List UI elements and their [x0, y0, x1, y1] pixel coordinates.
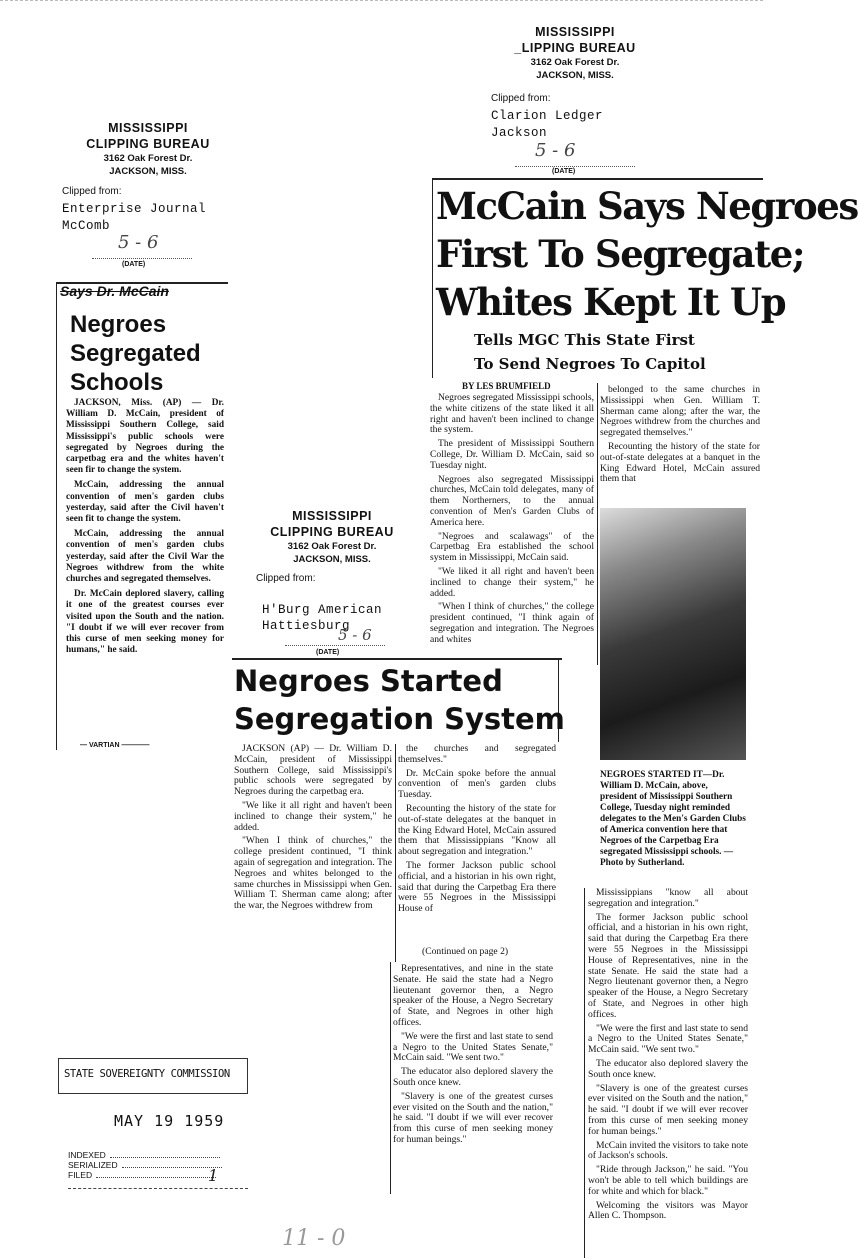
article-footer: — VARTIAN ———— — [80, 742, 150, 749]
continued-notice: (Continued on page 2) — [422, 946, 509, 957]
column-rule — [390, 962, 391, 1194]
clipping-top-rule — [432, 178, 763, 180]
article-column-1 — [430, 393, 594, 663]
paragraph: Welcoming the visitors was Mayor Allen C. Thompson. — [588, 1199, 748, 1222]
bureau-address: 3162 Oak Forest Dr. — [103, 153, 193, 164]
handwritten-date: 5 - 6 — [535, 140, 576, 161]
headline-line: First To Segregate; — [436, 232, 805, 276]
paragraph: The former Jackson public school official, and a historian in his own right, said that during the Carpetbag Era there were 55 Negroes in the Mississippi House of Representatives, nine in the state Senate. He said the state had a Negro lieutenant governor then, a Negro speaker of the House, a Negro Secretary of State, and Negroes in other high offices. — [588, 911, 748, 1020]
paragraph: Mississippians "know all about segregation and integration." — [588, 887, 748, 909]
bureau-name-line2: _LIPPING BUREAU — [514, 41, 636, 55]
paragraph: "Ride through Jackson," he said. "You won't be able to tell which buildings are for white and which for black." — [588, 1164, 748, 1197]
date-line — [515, 166, 635, 167]
bureau-stamp-enterprise — [68, 120, 228, 178]
handwritten-date: 5 - 6 — [338, 626, 372, 644]
paragraph: Representatives, and nine in the state Senate. He said the state had a Negro lieutenant governor then, a Negro speaker of the House, a Negro Secretary of State, and Negroes in other high offices. — [393, 963, 553, 1028]
stamp-date: MAY 19 1959 — [114, 1112, 225, 1130]
paragraph: "Slavery is one of the greatest curses ever visited on the South and the nation," he said. "I doubt if we will ever recover from this curse of men seeking money for human beings." — [588, 1082, 748, 1137]
bureau-city: JACKSON, MISS. — [109, 166, 187, 177]
paragraph: McCain, addressing the annual convention of men's garden clubs yesterday, said after the Civil War the Negroes withdrew from the white churches and segregated themselves. — [66, 529, 224, 585]
filed-label: FILED — [68, 1170, 93, 1180]
paragraph: belonged to the same churches in Mississippi when Gen. William T. Sherman came along; after the war, the Negroes withdrew from the churches and segregated themselves." — [600, 384, 760, 439]
paragraph: "Slavery is one of the greatest curses ever visited on the South and the nation," he said. "I doubt if we will ever recover from this curse of men seeking money for human beings." — [393, 1090, 553, 1145]
article-column-2-continued — [393, 964, 553, 1194]
paragraph: Recounting the history of the state for out-of-state delegates at the banquet in the King Edward Hotel, McCain assured them that Mississippians "Know all about segregation and integration." — [398, 802, 556, 858]
subhead-line: Tells MGC This State First — [474, 331, 695, 349]
page-edge-dotted-line — [0, 0, 763, 1]
paragraph: Dr. McCain deplored slavery, calling it one of the greatest courses ever visited upon the South and the nation. "I doubt if we will ever recover from this curse of men seeking money for humans," he said. — [66, 589, 224, 656]
article-headline — [234, 662, 565, 738]
clipping-enterprise-journal — [56, 282, 228, 750]
article-column-3 — [588, 888, 748, 1258]
article-column-1 — [234, 744, 392, 962]
paragraph: the churches and segregated themselves." — [398, 743, 556, 765]
paragraph: Dr. McCain spoke before the annual convention of men's garden clubs Tuesday. — [398, 767, 556, 801]
paragraph: The educator also deplored slavery the South once knew. — [588, 1057, 748, 1080]
bureau-address: 3162 Oak Forest Dr. — [287, 541, 377, 552]
headline-line: Whites Kept It Up — [436, 280, 786, 324]
date-line — [285, 645, 385, 646]
article-headline — [436, 182, 858, 326]
bureau-name-line1: MISSISSIPPI — [535, 25, 615, 39]
paragraph: Negroes also segregated Mississippi churches, McCain told delegates, many of them Northerners, to the annual convention of Men's Garden Clubs of America here. — [430, 473, 594, 528]
subhead-line: To Send Negroes To Capitol — [474, 355, 706, 373]
article-kicker: Says Dr. McCain — [60, 283, 169, 299]
paragraph: "When I think of churches," the college president continued, "I think again of segregation and integration. The Negroes and whites belonged to the same churches in Mississippi when Gen. William T. Sherman came along; after the war, the Negroes withdrew from — [234, 835, 392, 912]
serialized-label: SERIALIZED — [68, 1160, 118, 1170]
newspaper-city: Hattiesburg — [262, 619, 351, 633]
date-line — [92, 258, 192, 259]
bureau-city: JACKSON, MISS. — [536, 70, 614, 81]
paragraph: JACKSON, Miss. (AP) — Dr. William D. McCain, president of Mississippi Southern College, said Mississippi's public schools were segregated by Negroes during the carpetbag era and the whites haven't seen fir to change the system. — [66, 398, 224, 476]
clipped-from-label: Clipped from: — [62, 186, 122, 197]
newspaper-name: Enterprise Journal — [62, 202, 207, 216]
paragraph: "We were the first and last state to send a Negro to the United States Senate," McCain said. "We sent two." — [588, 1022, 748, 1056]
bureau-name-line1: MISSISSIPPI — [292, 509, 372, 523]
headline-line: Negroes — [70, 311, 167, 338]
bureau-address: 3162 Oak Forest Dr. — [530, 57, 620, 68]
article-column-2 — [398, 744, 556, 944]
newspaper-name: Clarion Ledger — [491, 109, 604, 123]
stamp-fields — [68, 1150, 222, 1180]
article-subhead — [474, 328, 706, 376]
article-body — [66, 398, 224, 660]
portrait-photo — [600, 508, 746, 760]
paragraph: "When I think of churches," the college president continued, "I think again of segregation and integration. The Negroes and whites — [430, 601, 594, 645]
paragraph: Negroes segregated Mississippi schools, the white citizens of the state liked it all right and haven't been inclined to change the system. — [430, 392, 594, 436]
paragraph: McCain, addressing the annual convention of men's garden clubs yesterday, said after the Civil haven't seen fit to change the system. — [66, 480, 224, 525]
bureau-name-line2: CLIPPING BUREAU — [270, 525, 394, 539]
headline-line: Negroes Started — [234, 664, 503, 698]
paragraph: McCain invited the visitors to take note of Jackson's schools. — [588, 1139, 748, 1162]
headline-line: Schools — [70, 369, 164, 396]
stamp-bottom-line — [68, 1188, 248, 1189]
column-rule — [584, 888, 585, 1258]
column-rule — [597, 383, 598, 665]
clipping-left-rule — [56, 282, 57, 750]
article-byline: BY LES BRUMFIELD — [462, 381, 551, 391]
handwritten-page-number: 11 - 0 — [282, 1226, 346, 1251]
handwritten-date: 5 - 6 — [118, 232, 159, 253]
photo-caption — [600, 770, 746, 873]
bureau-name-line2: CLIPPING BUREAU — [86, 137, 210, 151]
newspaper-city: Jackson — [491, 126, 548, 140]
paragraph: "Negroes and scalawags" of the Carpetbag Era established the school system in Mississippi, McCain said. — [430, 530, 594, 564]
indexed-label: INDEXED — [68, 1150, 106, 1160]
clipping-left-rule — [432, 180, 433, 378]
article-headline — [70, 310, 201, 397]
headline-line: Segregated — [70, 340, 201, 367]
article-column-2 — [600, 385, 760, 500]
clipping-top-rule — [232, 658, 562, 660]
headline-line: Segregation System — [234, 702, 565, 736]
newspaper-name: H'Burg American — [262, 603, 383, 617]
newspaper-city: McComb — [62, 219, 111, 233]
paragraph: "We like it all right and haven't been inclined to change their system," he added. — [234, 799, 392, 833]
clipped-from-label: Clipped from: — [491, 93, 551, 104]
headline-line: McCain Says Negroes — [436, 184, 858, 228]
paragraph: The former Jackson public school official, and a historian in his own right, said that during the Carpetbag Era there were 55 Negroes in the Mississippi House of — [398, 859, 556, 915]
stamp-hand-mark: 1 — [208, 1166, 219, 1185]
paragraph: "We were the first and last state to send a Negro to the United States Senate," McCain said. "We sent two." — [393, 1030, 553, 1064]
date-label: (DATE) — [316, 649, 340, 656]
date-label: (DATE) — [122, 261, 146, 268]
paragraph: JACKSON (AP) — Dr. William D. McCain, president of Mississippi Southern College, said Mississippi's public schools were segregated by Negroes during the carpetbag era. — [234, 743, 392, 798]
commission-received-stamp — [58, 1058, 248, 1190]
caption-text: NEGROES STARTED IT—Dr. William D. McCain, above, president of Mississippi Southern College, Tuesday night reminded delegates to the Men's Garden Clubs of America convention here that Negroes of the Carpetbag Era segregated Mississippi schools. —Photo by Sutherland. — [600, 770, 746, 868]
bureau-stamp-hburg — [262, 508, 402, 566]
stamp-title: STATE SOVEREIGNTY COMMISSION — [64, 1068, 230, 1080]
clipped-from-label: Clipped from: — [256, 573, 316, 584]
paragraph: "We liked it all right and haven't been inclined to change their system," he added. — [430, 565, 594, 599]
date-label: (DATE) — [552, 168, 576, 175]
paragraph: The president of Mississippi Southern College, Dr. William D. McCain, said so Tuesday night. — [430, 438, 594, 471]
paragraph: The educator also deplored slavery the South once knew. — [393, 1066, 553, 1088]
paragraph: Recounting the history of the state for out-of-state delegates at a banquet in the King Edward Hotel, McCain assured them that — [600, 440, 760, 485]
column-rule — [395, 744, 396, 962]
bureau-city: JACKSON, MISS. — [293, 554, 371, 565]
bureau-stamp-clarion — [500, 24, 650, 82]
bureau-name-line1: MISSISSIPPI — [108, 121, 188, 135]
